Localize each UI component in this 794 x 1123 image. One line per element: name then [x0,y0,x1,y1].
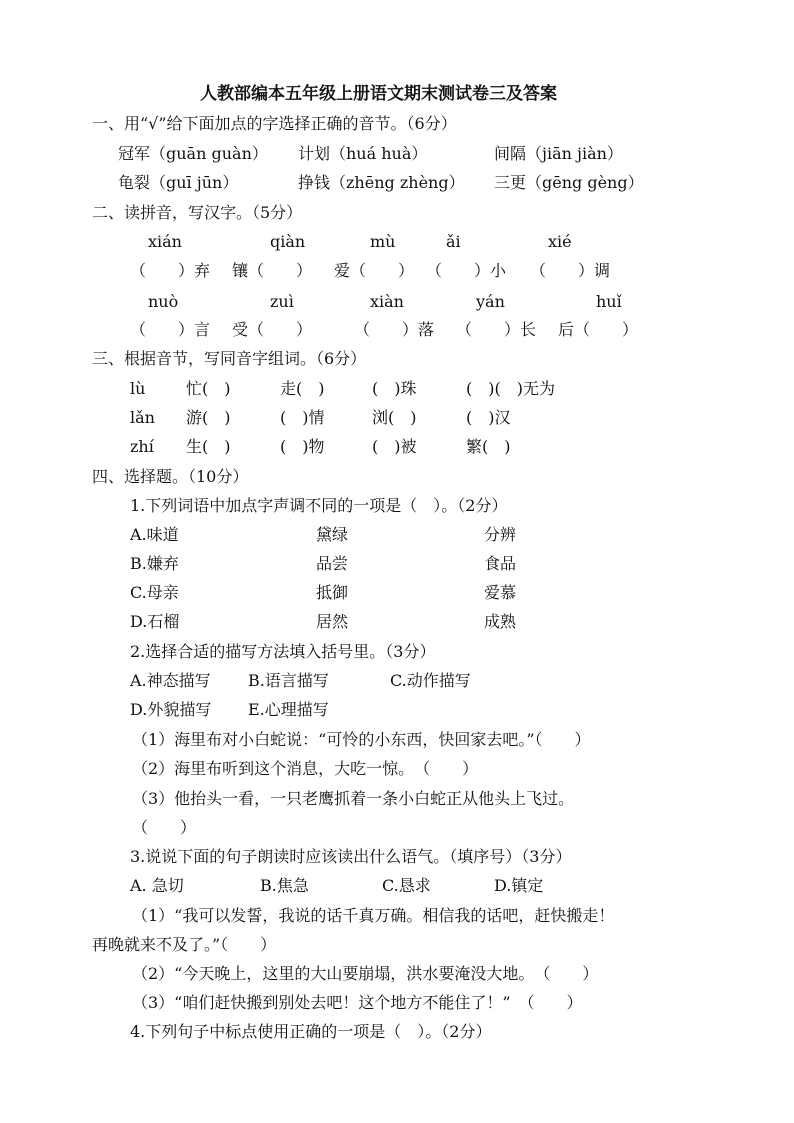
q3-item: （1）“我可以发誓，我说的话千真万确。相信我的话吧，赶快搬走！ [132,906,615,925]
q1-option: 分辨 [484,525,517,544]
q2-item: （2）海里布听到这个消息，大吃一惊。 （ ） [132,759,479,778]
blank-item: （ ）调 [530,261,611,280]
section-4-heading: 四、选择题。（10分） [92,467,249,486]
s1-item: 龟裂（guī jūn） [118,173,239,192]
pinyin: qiàn [270,232,306,251]
s3-item: 忙( ) [186,379,231,398]
s3-item: 浏( ) [372,408,417,427]
pinyin: xián [148,232,182,251]
q1-option: D.石榴 [130,612,180,631]
blank-item: （ ）落 [354,320,435,339]
blank-item: 后（ ） [558,320,639,339]
blank-item: （ ）弃 [130,261,211,280]
q2-option: B.语言描写 [248,671,329,690]
pinyin: zuì [270,292,294,311]
s1-item: 冠军（guān guàn） [118,144,268,163]
page-title: 人教部编本五年级上册语文期末测试卷三及答案 [200,84,557,104]
q1-option: 抵御 [316,583,349,602]
s3-item: ( )( )无为 [466,379,555,398]
s3-item: 走( ) [280,379,325,398]
blank-item: （ ）长 [456,320,537,339]
blank-item: 受（ ） [232,320,313,339]
q1-option: B.嫌弃 [130,554,179,573]
pinyin: mù [370,232,396,251]
blank-item: 镶（ ） [232,261,313,280]
s3-item: ( )情 [280,408,325,427]
q1-option: 成熟 [484,612,517,631]
q2-option: E.心理描写 [248,700,329,719]
blank-item: 爱（ ） [334,261,415,280]
s3-item: ( )珠 [372,379,417,398]
s3-item: ( )汉 [466,408,511,427]
section-3-heading: 三、根据音节，写同音字组词。（6分） [92,349,367,368]
pinyin: nuò [148,292,179,311]
pinyin: xiàn [370,292,404,311]
s3-item: ( )被 [372,437,417,456]
s3-item: 繁( ) [466,437,511,456]
s3-item: 游( ) [186,408,231,427]
pinyin: ǎi [446,232,461,251]
q3-item: （3）“咱们赶快搬到别处去吧！这个地方不能住了！” （ ） [132,993,583,1012]
section-1-heading: 一、用“√”给下面加点的字选择正确的音节。（6分） [92,114,457,133]
q1-stem: 1.下列词语中加点字声调不同的一项是（ ）。（2分） [130,496,508,515]
blank-item: （ ）小 [426,261,507,280]
q3-item: （2）“今天晚上，这里的大山要崩塌，洪水要淹没大地。 （ ） [132,964,599,983]
s1-item: 挣钱（zhēng zhèng） [298,173,465,192]
q1-option: 黛绿 [316,525,349,544]
q1-option: 居然 [316,612,349,631]
q3-option: B.焦急 [260,876,309,895]
s3-pinyin: lù [130,379,146,398]
q4-stem: 4.下列句子中标点使用正确的一项是（ ）。（2分） [130,1022,492,1041]
q3-item: 再晚就来不及了。”（ ） [92,935,277,954]
s1-item: 间隔（jiān jiàn） [494,144,623,163]
blank-item: （ ）言 [130,320,211,339]
s3-item: ( )物 [280,437,325,456]
q2-item: （1）海里布对小白蛇说：“可怜的小东西，快回家去吧。”（ ） [132,730,591,749]
s1-item: 三更（gēng gèng） [494,173,644,192]
s3-pinyin: zhí [130,437,154,456]
s1-item: 计划（huá huà） [298,144,428,163]
q1-option: C.母亲 [130,583,179,602]
q3-stem: 3.说说下面的句子朗读时应该读出什么语气。（填序号）（3分） [130,847,572,866]
q3-option: A. 急切 [130,876,184,895]
q1-option: A.味道 [130,525,179,544]
pinyin: yán [476,292,505,311]
q1-option: 品尝 [316,554,349,573]
section-2-heading: 二、读拼音，写汉字。（5分） [92,203,303,222]
q2-option: A.神态描写 [130,671,211,690]
q2-stem: 2.选择合适的描写方法填入括号里。（3分） [130,642,436,661]
q2-option: C.动作描写 [390,671,471,690]
q1-option: 食品 [484,554,517,573]
q2-item: （3）他抬头一看，一只老鹰抓着一条小白蛇正从他头上飞过。 [132,789,575,808]
q1-option: 爱慕 [484,583,517,602]
q3-option: D.镇定 [494,876,544,895]
q2-item: （ ） [132,818,197,837]
pinyin: xié [548,232,572,251]
pinyin: huǐ [596,292,622,311]
q2-option: D.外貌描写 [130,700,212,719]
s3-item: 生( ) [186,437,231,456]
s3-pinyin: lǎn [130,408,155,427]
q3-option: C.恳求 [382,876,431,895]
